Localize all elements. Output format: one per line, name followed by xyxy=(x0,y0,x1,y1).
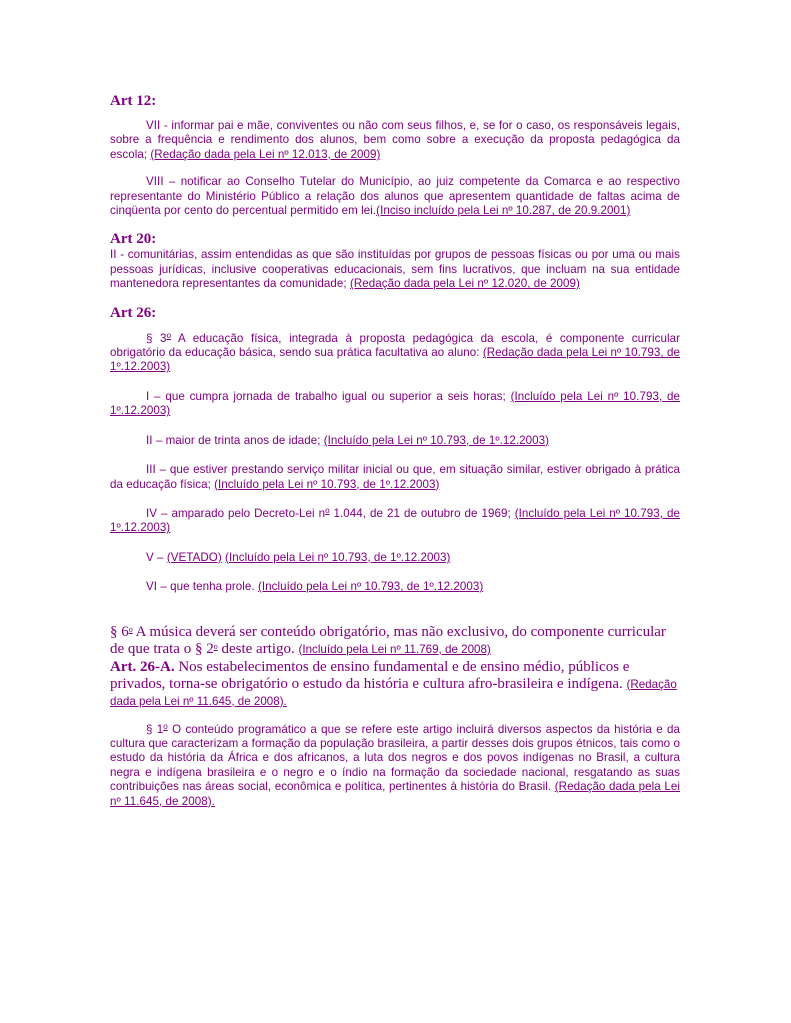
art26-item-i: I – que cumpra jornada de trabalho igual ou superior a seis horas; (Incluído pela Lei nº 10.793, de 1º.12.2003) xyxy=(110,389,680,418)
p6-ref-link[interactable]: (Incluído pela Lei nº 11.769, de 2008) xyxy=(298,642,491,656)
art26a-paragraph: Art. 26-A. Nos estabelecimentos de ensino fundamental e de ensino médio, públicos e privados, torna-se obrigatório o estudo da história e cultura afro-brasileira e indígena. (Redação dada pela Lei nº 11.645, de 2008). xyxy=(110,658,677,708)
art26-vi-ref-link[interactable]: (Incluído pela Lei nº 10.793, de 1º.12.2003) xyxy=(257,580,484,594)
art20-heading: Art 20: xyxy=(110,231,157,248)
art26-i-ref-link[interactable]: (Incluído pela Lei nº 10.793, de 1º.12.2003) xyxy=(110,389,680,418)
art26-p3-ref-link[interactable]: (Redação dada pela Lei nº 10.793, de 1º.12.2003) xyxy=(110,346,680,374)
art26-item-v: V – (VETADO) (Incluído pela Lei nº 10.793, de 1º.12.2003) xyxy=(146,550,451,564)
art26-v-vetado-link[interactable]: (VETADO) xyxy=(166,550,222,564)
art12-item-viii: VIII – notificar ao Conselho Tutelar do Município, ao juiz competente da Comarca e ao respectivo representante do Ministério Público a relação dos alunos que apresentem quantidade de faltas acima de cinqüenta por cento do percentual permitido em lei.(Inciso incluído pela Lei nº 10.287, de 20.9.2001) xyxy=(110,175,680,218)
art20-ii-ref-link[interactable]: (Redação dada pela Lei nº 12.020, de 2009) xyxy=(349,277,580,291)
art26a-p1-ref-link[interactable]: (Redação dada pela Lei nº 11.645, de 2008). xyxy=(110,780,680,808)
art20-item-ii: II - comunitárias, assim entendidas as que são instituídas por grupos de pessoas físicas ou por uma ou mais pessoas jurídicas, inclusive cooperativas educacionais, sem fins lucrativos, que incluam na sua entidade mantenedora representantes da comunidade; (Redação dada pela Lei nº 12.020, de 2009) xyxy=(110,248,680,291)
art26-item-vi: VI – que tenha prole. (Incluído pela Lei nº 10.793, de 1º.12.2003) xyxy=(146,580,484,594)
art26-item-iii: III – que estiver prestando serviço militar inicial ou que, em situação similar, estiver obrigado à prática da educação física; (Incluído pela Lei nº 10.793, de 1º.12.2003) xyxy=(110,463,680,491)
art26a-label: Art. 26-A. xyxy=(110,658,175,675)
art26-iv-ref-link[interactable]: (Incluído pela Lei nº 10.793, de 1º.12.2003) xyxy=(110,506,681,535)
art26-ii-ref-link[interactable]: (Incluído pela Lei nº 10.793, de 1º.12.2003) xyxy=(323,433,550,447)
art26-item-iv: IV – amparado pelo Decreto-Lei $n^o$ 1.044, de 21 de outubro de 1969; (Incluído pela Lei nº 10.793, de 1º.12.2003) xyxy=(110,505,681,535)
art26-heading: Art 26: xyxy=(110,304,157,321)
art12-vii-ref-link[interactable]: (Redação dada pela Lei nº 12.013, de 2009) xyxy=(150,147,381,161)
art26-v-ref-link[interactable]: (Incluído pela Lei nº 10.793, de 1º.12.2003) xyxy=(225,550,451,564)
art12-item-vii: VII - informar pai e mãe, conviventes ou não com seus filhos, e, se for o caso, os responsáveis legais, sobre a frequência e rendimento dos alunos, bem como sobre a execução da proposta pedagógica da escola; (Redação dada pela Lei nº 12.013, de 2009) xyxy=(110,119,680,161)
art12-heading: Art 12: xyxy=(110,93,157,109)
art26a-ref-link[interactable]: (Redação dada pela Lei nº 11.645, de 2008). xyxy=(110,677,677,708)
art26-item-ii: II – maior de trinta anos de idade; (Incluído pela Lei nº 10.793, de 1º.12.2003) xyxy=(146,433,550,447)
paragraph-6: § 6$^o$ A música deverá ser conteúdo obrigatório, mas não exclusivo, do componente curricular de que trata o § 2$^o$ deste artigo. (Incluído pela Lei nº 11.769, de 2008) xyxy=(110,623,666,657)
art26a-paragraph-1: § 1$^o$ O conteúdo programático a que se refere este artigo incluirá diversos aspectos da história e da cultura que caracterizam a formação da população brasileira, a partir desses dois grupos étnicos, tais como o estudo da história da África e dos africanos, a luta dos negros e dos povos indígenas no Brasil, a cultura negra e indígena brasileira e o negro e o índio na formação da sociedade nacional, resgatando as suas contribuições nas áreas social, econômica e política, pertinentes à história do Brasil. (Redação dada pela Lei nº 11.645, de 2008). xyxy=(110,721,680,808)
art12-viii-ref-link[interactable]: (Inciso incluído pela Lei nº 10.287, de 20.9.2001) xyxy=(376,204,631,218)
art26-paragraph-3: § 3$^o$ A educação física, integrada à proposta pedagógica da escola, é componente curricular obrigatório da educação básica, sendo sua prática facultativa ao aluno: (Redação dada pela Lei nº 10.793, de 1º.12.2003) xyxy=(110,330,680,374)
document-body xyxy=(110,92,680,809)
art26-iii-ref-link[interactable]: (Incluído pela Lei nº 10.793, de 1º.12.2003) xyxy=(214,477,440,491)
